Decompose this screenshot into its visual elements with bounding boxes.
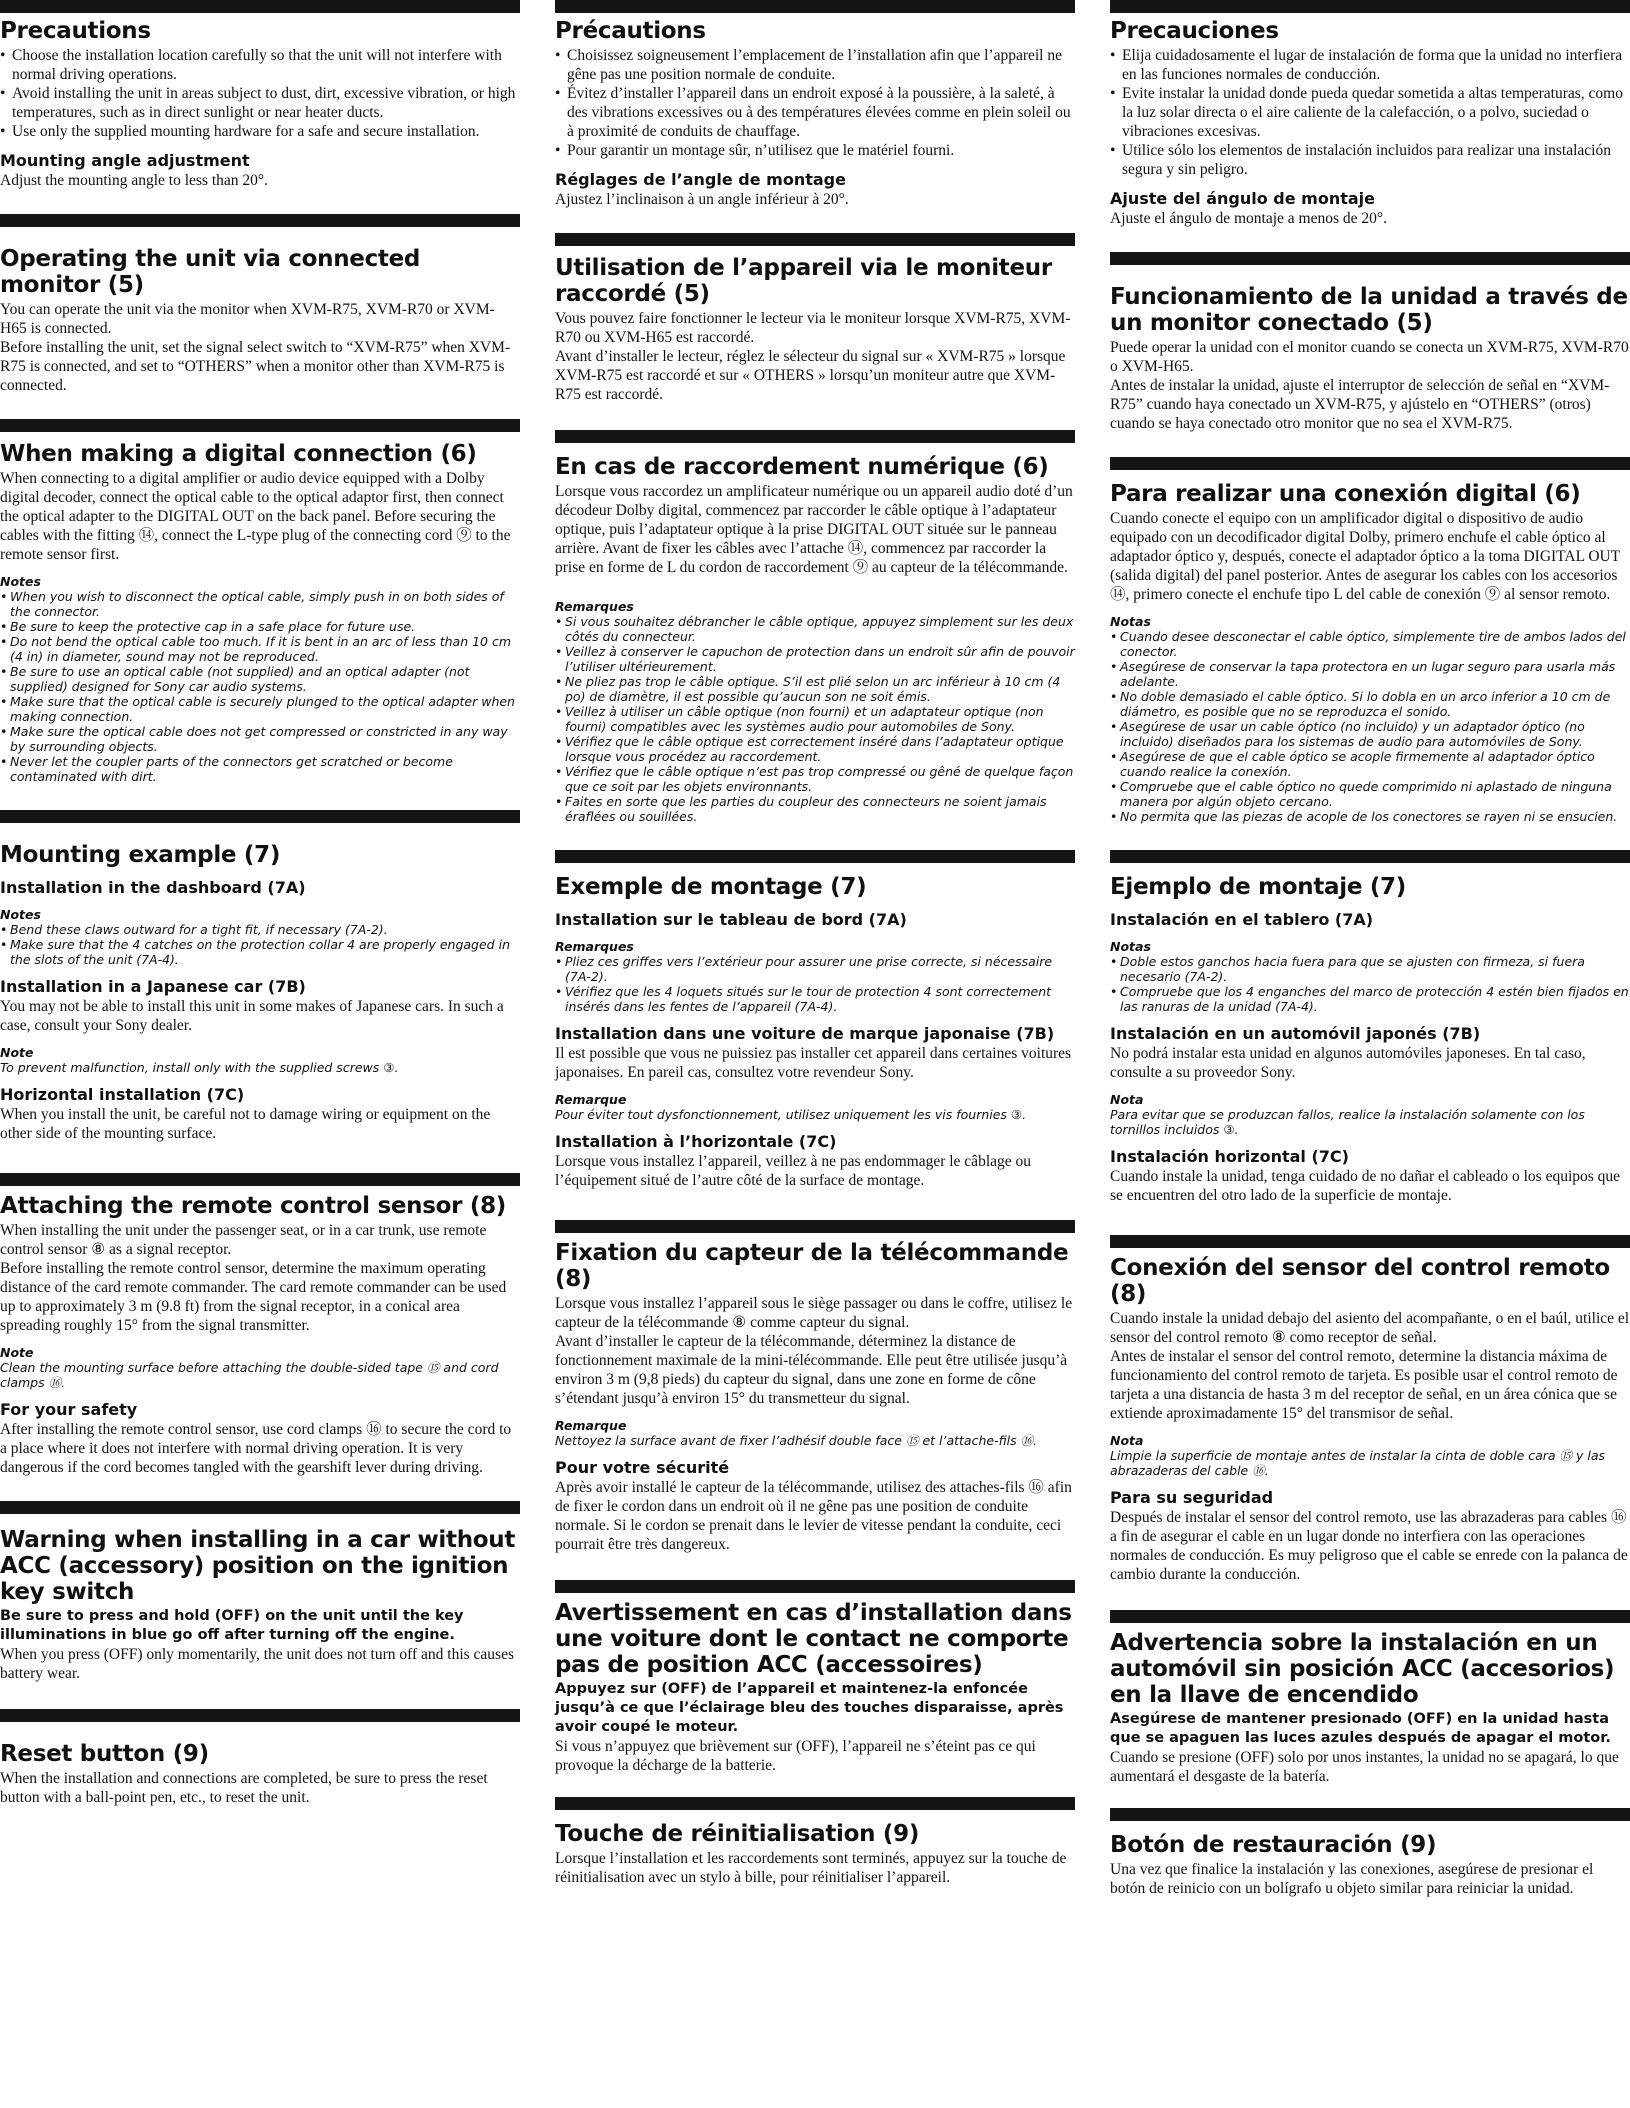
note-item: • Cuando desee desconectar el cable óptico, simplemente tire de ambos lados del conector. [1110,629,1630,659]
body-text: After installing the remote control sensor, use cord clamps ⑯ to secure the cord to a place where it does not interfere with normal driving operation. It is very dangerous if the cord becomes tangled with the gearshift lever during driving. [0,1421,512,1476]
note-item: • Veillez à utiliser un câble optique (non fourni) et un adaptateur optique (non fourni) compatibles avec les systèmes audio pour automobiles de Sony. [555,704,1075,734]
section-title: Touche de réinitialisation (9) [555,1821,920,1847]
body-text: Ajustez l’inclinaison à un angle inférieur à 20°. [555,191,849,208]
notes-title: Notes [0,574,41,589]
section-mounting [1110,850,1630,1205]
section-title: Avertissement en cas d’installation dans une voiture dont le contact ne comporte pas de position ACC (accessoires) [555,1600,1072,1678]
note-title: Note [0,1045,34,1060]
note-item: • Do not bend the optical cable too much. If it is bent in an arc of less than 10 cm (4 in) in diameter, sound may not be reproduced. [0,634,520,664]
note-item: • Doble estos ganchos hacia fuera para que se ajusten con firmeza, si fuera necesario (7A-2). [1110,954,1630,984]
note-item: • Bend these claws outward for a tight fit, if necessary (7A-2). [0,922,520,937]
notes-title: Remarques [555,939,634,954]
list-item: • Choose the installation location carefully so that the unit will not interfere with normal driving operations. [0,46,520,84]
subsection-title: Installation in the dashboard (7A) [0,878,306,897]
note-item: • Asegúrese de usar un cable óptico (no incluido) y un adaptador óptico (no incluido) diseñados para los sistemas de audio para automóviles de Sony. [1110,719,1630,749]
section-title: Précautions [555,18,706,44]
body-text: You can operate the unit via the monitor when XVM-R75, XVM-R70 or XVM-H65 is connected. [0,301,495,337]
note-item: • Ne pliez pas trop le câble optique. S’il est plié selon un arc inférieur à 10 cm (4 po) de diamètre, il est possible qu’aucun son ne soit émis. [555,674,1075,704]
subsection-title: For your safety [0,1400,138,1419]
section-title: Precauciones [1110,18,1279,44]
body-text: Antes de instalar el sensor del control remoto, determine la distancia máxima de funcionamiento del control remoto de tarjeta. Es posible usar el control remoto de tarjeta a una distancia de hasta 3 m del receptor de señal, en un área cónica que se extiende aproximadamente 15° del transmisor de señal. [1110,1348,1618,1422]
body-text: Cuando instale la unidad, tenga cuidado de no dañar el cableado o los equipos que se encuentren del otro lado de la superficie de montaje. [1110,1168,1621,1204]
subsection-title: Mounting angle adjustment [0,151,250,170]
section-precautions [555,0,1075,209]
column-english [0,0,520,1807]
precaution-list [555,46,1075,160]
section-title: En cas de raccordement numérique (6) [555,454,1049,480]
section-title: Para realizar una conexión digital (6) [1110,481,1581,507]
body-text: When you install the unit, be careful not to damage wiring or equipment on the other side of the mounting surface. [0,1106,491,1142]
section-reset [0,1709,520,1807]
list-item: • Pour garantir un montage sûr, n’utilisez que le matériel fourni. [555,141,1075,160]
note-title: Note [0,1345,34,1360]
list-item: • Use only the supplied mounting hardware for a safe and secure installation. [0,122,520,141]
notes-list [1110,954,1630,1014]
section-remote-sensor [0,1173,520,1477]
section-title: Fixation du capteur de la télécommande (8) [555,1240,1069,1292]
notes-list [0,589,520,784]
body-text: Après avoir installé le capteur de la télécommande, utilisez des attaches-fils ⑯ afin de fixer le cordon dans un endroit où il ne gêne pas une position de conduite normale. Si le cordon se prenait dans le levier de vitesse pendant la conduite, ceci pourrait être très dangereux. [555,1479,1072,1553]
note-item: • Make sure the optical cable does not get compressed or constricted in any way by surrounding objects. [0,724,520,754]
section-warning [555,1580,1075,1775]
body-text: Lorsque l’installation et les raccordements sont terminés, appuyez sur la touche de réinitialisation avec un stylo à bille, pour réinitialiser l’appareil. [555,1850,1067,1886]
section-mounting [0,810,520,1143]
body-text: Cuando se presione (OFF) solo por unos instantes, la unidad no se apagará, lo que aumentará el desgaste de la batería. [1110,1749,1619,1785]
section-warning [0,1501,520,1683]
list-item: • Elija cuidadosamente el lugar de instalación de forma que la unidad no interfiera en las funciones normales de conducción. [1110,46,1630,84]
note-text: To prevent malfunction, install only with the supplied screws ③. [0,1060,399,1075]
list-item: • Utilice sólo los elementos de instalación incluidos para realizar una instalación segura y sin peligro. [1110,141,1630,179]
note-item: • Vérifiez que le câble optique est correctement inséré dans l’adaptateur optique lorsque vous procédez au raccordement. [555,734,1075,764]
note-title: Nota [1110,1092,1144,1107]
section-remote-sensor [1110,1235,1630,1584]
note-title: Remarque [555,1418,627,1433]
body-text: Lorsque vous installez l’appareil, veillez à ne pas endommager le câblage ou l’équipement situé de l’autre côté de la surface de montage. [555,1153,1032,1189]
section-precautions [1110,0,1630,228]
note-item: • Compruebe que los 4 enganches del marco de protección 4 estén bien fijados en las ranuras de la unidad (7A-4). [1110,984,1630,1014]
section-title: Conexión del sensor del control remoto (8) [1110,1255,1610,1307]
body-text: You may not be able to install this unit in some makes of Japanese cars. In such a case, consult your Sony dealer. [0,998,504,1034]
note-item: • Be sure to use an optical cable (not supplied) and an optical adapter (not supplied) designed for Sony car audio systems. [0,664,520,694]
notes-title: Notas [1110,614,1151,629]
subsection-title: Para su seguridad [1110,1488,1274,1507]
list-item: • Evite instalar la unidad donde pueda quedar sometida a altas temperaturas, como la luz solar directa o el aire caliente de la calefacción, o a polvo, suciedad o vibraciones excesivas. [1110,84,1630,141]
body-text: When connecting to a digital amplifier or audio device equipped with a Dolby digital decoder, connect the optical cable to the optical adaptor first, then connect the optical adapter to the DIGITAL OUT on the back panel. Before securing the cables with the fitting ⑭, connect the L-type plug of the connecting cord ⑨ to the remote sensor first. [0,470,511,563]
body-text: No podrá instalar esta unidad en algunos automóviles japoneses. En tal caso, consulte a su proveedor Sony. [1110,1045,1586,1081]
note-item: • Asegúrese de que el cable óptico se acople firmemente al adaptador óptico cuando realice la conexión. [1110,749,1630,779]
note-item: • Veillez à conserver le capuchon de protection dans un endroit sûr afin de pouvoir l’utiliser ultérieurement. [555,644,1075,674]
body-text: Lorsque vous installez l’appareil sous le siège passager ou dans le coffre, utilisez le capteur de la télécommande ⑧ comme capteur du signal. [555,1295,1073,1331]
section-digital [0,419,520,784]
section-precautions [0,0,520,190]
section-warning [1110,1610,1630,1786]
warning-bold-text: Be sure to press and hold (OFF) on the unit until the key illuminations in blue go off after turning off the engine. [0,1608,464,1643]
subsection-title: Installation in a Japanese car (7B) [0,977,306,996]
body-text: Ajuste el ángulo de montaje a menos de 20°. [1110,210,1387,227]
section-monitor [1110,252,1630,433]
note-item: • No doble demasiado el cable óptico. Si lo dobla en un arco inferior a 10 cm de diámetro, es posible que no se reproduzca el sonido. [1110,689,1630,719]
warning-bold-text: Asegúrese de mantener presionado (OFF) en la unidad hasta que se apaguen las luces azules después de apagar el motor. [1110,1711,1611,1746]
section-title: Reset button (9) [0,1741,209,1767]
note-title: Remarque [555,1092,627,1107]
body-text: Lorsque vous raccordez un amplificateur numérique ou un appareil audio doté d’un décodeur Dolby digital, commencez par raccorder le câble optique à l’adaptateur optique, puis l’adaptateur optique à la prise DIGITAL OUT située sur le panneau arrière. Avant de fixer les câbles avec l’attache ⑭, commencez par raccorder la prise en forme de L du cordon de raccordement ⑨ au capteur de la télécommande. [555,483,1073,576]
note-text: Pour éviter tout dysfonctionnement, utilisez uniquement les vis fournies ③. [555,1107,1027,1122]
subsection-title: Installation sur le tableau de bord (7A) [555,910,907,929]
note-text: Limpie la superficie de montaje antes de instalar la cinta de doble cara ⑮ y las abrazaderas del cable ⑯. [1110,1448,1606,1478]
body-text: Vous pouvez faire fonctionner le lecteur via le moniteur lorsque XVM-R75, XVM-R70 ou XVM-H65 est raccordé. [555,310,1071,346]
notes-list [555,954,1075,1014]
subsection-title: Pour votre sécurité [555,1458,730,1477]
body-text: Avant d’installer le lecteur, réglez le sélecteur du signal sur « XVM-R75 » lorsque XVM-R75 est raccordé et sur « OTHERS » lorsqu’un moniteur autre que XVM-R75 est raccordé. [555,348,1066,403]
section-title: Funcionamiento de la unidad a través de un monitor conectado (5) [1110,284,1628,336]
section-title: Botón de restauración (9) [1110,1832,1437,1858]
body-text: Antes de instalar la unidad, ajuste el interruptor de selección de señal en “XVM-R75” cuando haya conectado un XVM-R75, y ajústelo en “OTHERS” (otros) cuando se haya conectado otro monitor que no sea el XVM-R75. [1110,377,1610,432]
section-reset [555,1797,1075,1887]
note-item: • Pliez ces griffes vers l’extérieur pour assurer une prise correcte, si nécessaire (7A-2). [555,954,1075,984]
body-text: When you press (OFF) only momentarily, the unit does not turn off and this causes battery wear. [0,1646,515,1682]
section-digital [1110,457,1630,824]
precaution-list [1110,46,1630,179]
body-text: When the installation and connections are completed, be sure to press the reset button with a ball-point pen, etc., to reset the unit. [0,1770,488,1806]
notes-title: Notas [1110,939,1151,954]
note-title: Nota [1110,1433,1144,1448]
note-text: Para evitar que se produzcan fallos, realice la instalación solamente con los tornillos incluidos ③. [1110,1107,1585,1137]
body-text: When installing the unit under the passenger seat, or in a car trunk, use remote control sensor ⑧ as a signal receptor. [0,1222,487,1258]
list-item: • Évitez d’installer l’appareil dans un endroit exposé à la poussière, à la saleté, à des vibrations excessives ou à des températures élevées comme en plein soleil ou à proximité de conduits de chauffage. [555,84,1075,141]
subsection-title: Instalación horizontal (7C) [1110,1147,1349,1166]
body-text: Si vous n’appuyez que brièvement sur (OFF), l’appareil ne s’éteint pas ce qui provoque la décharge de la batterie. [555,1738,1036,1774]
section-title: Warning when installing in a car without ACC (accessory) position on the ignition key switch [0,1527,516,1605]
section-title: Mounting example (7) [0,842,281,868]
subsection-title: Installation dans une voiture de marque japonaise (7B) [555,1024,1055,1043]
section-title: When making a digital connection (6) [0,441,477,467]
section-remote-sensor [555,1220,1075,1554]
notes-list [555,614,1075,824]
section-title: Advertencia sobre la instalación en un automóvil sin posición ACC (accesorios) en la llave de encendido [1110,1630,1615,1708]
body-text: Avant d’installer le capteur de la télécommande, déterminez la distance de fonctionnement maximale de la mini-télécommande. Elle peut être utilisée jusqu’à environ 3 m (9,8 pieds) du capteur du signal, dans une zone en forme de cône s’étendant jusqu’à environ 15° du transmetteur du signal. [555,1333,1068,1407]
subsection-title: Installation à l’horizontale (7C) [555,1132,837,1151]
precaution-list [0,46,520,141]
subsection-title: Réglages de l’angle de montage [555,170,846,189]
note-text: Clean the mounting surface before attaching the double-sided tape ⑮ and cord clamps ⑯. [0,1360,499,1390]
subsection-title: Ajuste del ángulo de montaje [1110,189,1375,208]
warning-bold-text: Appuyez sur (OFF) de l’appareil et maintenez-la enfoncée jusqu’à ce que l’éclairage bleu des touches disparaisse, après avoir coupé le moteur. [555,1681,1064,1735]
section-title: Operating the unit via connected monitor (5) [0,246,421,298]
note-item: • Si vous souhaitez débrancher le câble optique, appuyez simplement sur les deux côtés du connecteur. [555,614,1075,644]
subsection-title: Instalación en un automóvil japonés (7B) [1110,1024,1481,1043]
note-item: • Never let the coupler parts of the connectors get scratched or become contaminated with dirt. [0,754,520,784]
body-text: Before installing the unit, set the signal select switch to “XVM-R75” when XVM-R75 is connected, and set to “OTHERS” when a monitor other than XVM-R75 is connected. [0,339,511,394]
note-text: Nettoyez la surface avant de fixer l’adhésif double face ⑮ et l’attache-fils ⑯. [555,1433,1038,1448]
note-item: • Vérifiez que les 4 loquets situés sur le tour de protection 4 sont correctement insérés dans les fentes de l’appareil (7A-4). [555,984,1075,1014]
section-monitor [0,214,520,395]
section-title: Attaching the remote control sensor (8) [0,1193,507,1219]
section-title: Ejemplo de montaje (7) [1110,874,1406,900]
section-title: Utilisation de l’appareil via le moniteur raccordé (5) [555,255,1052,307]
note-item: • When you wish to disconnect the optical cable, simply push in on both sides of the connector. [0,589,520,619]
body-text: Il est possible que vous ne puissiez pas installer cet appareil dans certaines voitures japonaises. En pareil cas, consultez votre revendeur Sony. [555,1045,1072,1081]
note-item: • Faites en sorte que les parties du coupleur des connecteurs ne soient jamais éraflées ou souillées. [555,794,1075,824]
body-text: Después de instalar el sensor del control remoto, use las abrazaderas para cables ⑯ a fin de asegurar el cable en un lugar donde no interfiera con las operaciones normales de conducción. Es muy peligroso que el cable se enrede con la palanca de cambio durante la conducción. [1110,1509,1628,1583]
section-reset [1110,1808,1630,1898]
note-item: • Vérifiez que le câble optique n’est pas trop compressé ou gêné de quelque façon que ce soit par les objets environnants. [555,764,1075,794]
body-text: Before installing the remote control sensor, determine the maximum operating distance of the card remote commander. The card remote commander can be used up to approximately 3 m (9.8 ft) from the signal receptor, in a conical area spreading roughly 15° from the signal transmitter. [0,1260,507,1334]
note-item: • Make sure that the optical cable is securely plunged to the optical adapter when making connection. [0,694,520,724]
body-text: Una vez que finalice la instalación y las conexiones, asegúrese de presionar el botón de reinicio con un bolígrafo u objeto similar para reiniciar la unidad. [1110,1861,1594,1897]
note-item: • Asegúrese de conservar la tapa protectora en un lugar seguro para usarla más adelante. [1110,659,1630,689]
notes-title: Remarques [555,599,634,614]
subsection-title: Instalación en el tablero (7A) [1110,910,1374,929]
body-text: Puede operar la unidad con el monitor cuando se conecta un XVM-R75, XVM-R70 o XVM-H65. [1110,339,1629,375]
notes-list [0,922,520,967]
section-mounting [555,850,1075,1190]
section-title: Exemple de montage (7) [555,874,867,900]
note-item: • Be sure to keep the protective cap in a safe place for future use. [0,619,520,634]
list-item: • Choisissez soigneusement l’emplacement de l’installation afin que l’appareil ne gêne pas une position normale de conduite. [555,46,1075,84]
section-title: Precautions [0,18,151,44]
list-item: • Avoid installing the unit in areas subject to dust, dirt, excessive vibration, or high temperatures, such as in direct sunlight or near heater ducts. [0,84,520,122]
section-monitor [555,233,1075,404]
notes-list [1110,629,1630,824]
column-french [555,0,1075,1887]
column-spanish [1110,0,1630,1898]
body-text: Cuando instale la unidad debajo del asiento del acompañante, o en el baúl, utilice el sensor del control remoto ⑧ como receptor de señal. [1110,1310,1630,1346]
notes-title: Notes [0,907,41,922]
body-text: Adjust the mounting angle to less than 20°. [0,172,268,189]
note-item: • Make sure that the 4 catches on the protection collar 4 are properly engaged in the slots of the unit (7A-4). [0,937,520,967]
body-text: Cuando conecte el equipo con un amplificador digital o dispositivo de audio equipado con un decodificador digital Dolby, primero enchufe el cable óptico al adaptador óptico y, después, conecte el adaptador óptico a la toma DIGITAL OUT (salida digital) del panel posterior. Antes de asegurar los cables con los accesorios ⑭, primero conecte el enchufe tipo L del cable de conexión ⑨ al sensor remoto. [1110,510,1620,603]
note-item: • No permita que las piezas de acople de los conectores se rayen ni se ensucien. [1110,809,1630,824]
subsection-title: Horizontal installation (7C) [0,1085,245,1104]
note-item: • Compruebe que el cable óptico no quede comprimido ni aplastado de ninguna manera por algún objeto cercano. [1110,779,1630,809]
section-digital [555,430,1075,824]
